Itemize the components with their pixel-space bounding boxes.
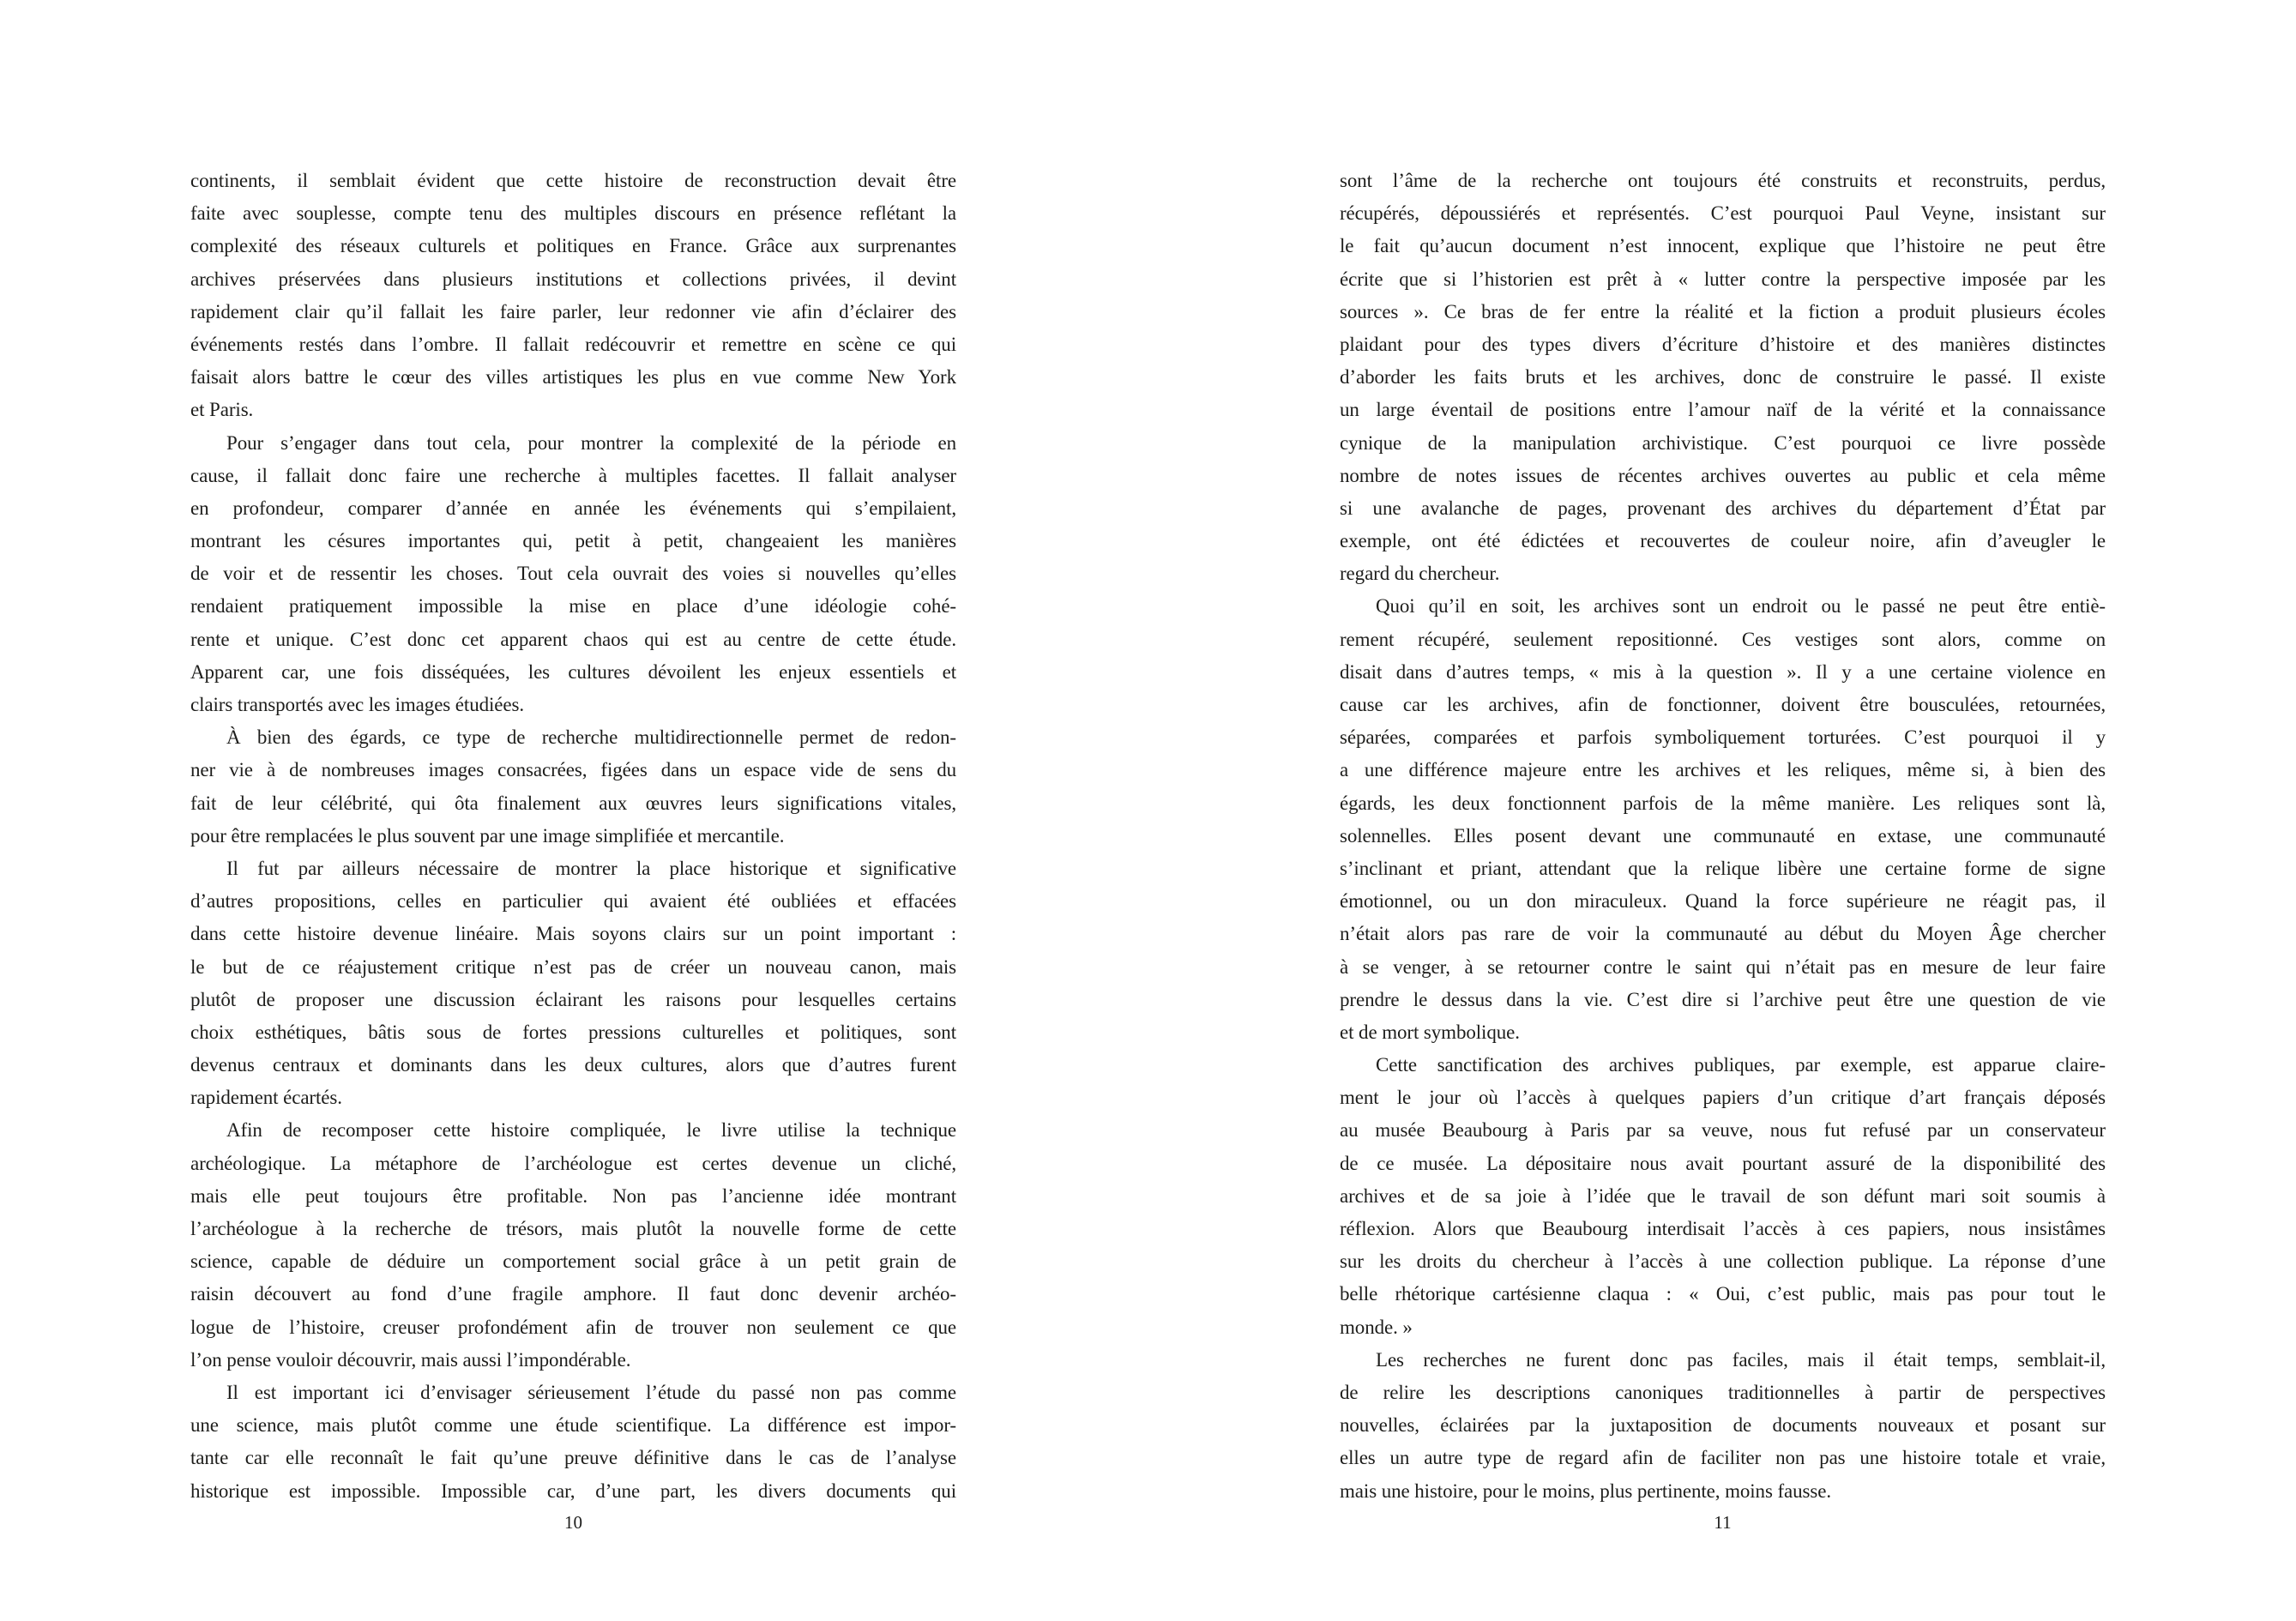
- text-line: raisin découvert au fond d’une fragile amphore. Il faut donc devenir archéo-: [190, 1283, 956, 1305]
- text-line: Afin de recomposer cette histoire compliquée, le livre utilise la technique: [226, 1119, 956, 1142]
- text-line: d’autres propositions, celles en particulier qui avaient été oubliées et effacées: [190, 890, 956, 913]
- text-line: tante car elle reconnaît le fait qu’une preuve définitive dans le cas de l’analyse: [190, 1447, 956, 1469]
- text-line: belle rhétorique cartésienne claqua : « Oui, c’est public, mais pas pour tout le: [1340, 1283, 2106, 1305]
- text-line: cynique de la manipulation archivistique. C’est pourquoi ce livre possède: [1340, 431, 2106, 454]
- text-line: fait de leur célébrité, qui ôta finalement aux œuvres leurs significations vitales,: [190, 792, 956, 814]
- text-line: le but de ce réajustement critique n’est pas de créer un nouveau canon, mais: [190, 955, 956, 978]
- text-line: sont l’âme de la recherche ont toujours été construits et reconstruits, perdus,: [1340, 170, 2106, 191]
- text-line: Il est important ici d’envisager sérieusement l’étude du passé non pas comme: [226, 1381, 956, 1403]
- text-line: monde. »: [1340, 1316, 1413, 1338]
- text-line: mais une histoire, pour le moins, plus pertinente, moins fausse.: [1340, 1479, 1831, 1502]
- text-line: rente et unique. C’est donc cet apparent chaos qui est au centre de cette étude.: [190, 628, 956, 650]
- text-line: archéologique. La métaphore de l’archéologue est certes devenue un cliché,: [190, 1152, 956, 1174]
- text-line: faite avec souplesse, compte tenu des multiples discours en présence reflétant la: [190, 202, 956, 225]
- text-line: ment le jour où l’accès à quelques papiers d’un critique d’art français déposés: [1340, 1087, 2106, 1109]
- text-line: séparées, comparées et parfois symboliquement torturées. C’est pourquoi il y: [1340, 726, 2106, 749]
- text-line: rendaient pratiquement impossible la mise en place d’une idéologie cohé-: [190, 595, 956, 618]
- page-right-text-column: [1340, 165, 2106, 1508]
- page-right-number: 11: [1714, 1512, 1732, 1533]
- text-line: disait dans d’autres temps, « mis à la question ». Il y a une certaine violence en: [1340, 660, 2106, 683]
- text-line: l’archéologue à la recherche de trésors, mais plutôt la nouvelle forme de cette: [190, 1218, 956, 1239]
- text-line: sources ». Ce bras de fer entre la réalité et la fiction a produit plusieurs écoles: [1340, 300, 2106, 322]
- text-line: devenus centraux et dominants dans les deux cultures, alors que d’autres furent: [190, 1054, 956, 1076]
- text-line: au musée Beaubourg à Paris par sa veuve, nous fut refusé par un conservateur: [1340, 1119, 2106, 1142]
- text-line: archives préservées dans plusieurs institutions et collections privées, il devint: [190, 268, 956, 290]
- text-line: récupérés, dépoussiérés et représentés. C’est pourquoi Paul Veyne, insistant sur: [1340, 202, 2106, 225]
- text-line: science, capable de déduire un comportement social grâce à un petit grain de: [190, 1250, 956, 1273]
- paragraph: [190, 1114, 956, 1377]
- page-left-text-column: [190, 165, 956, 1508]
- text-line: montrant les césures importantes qui, petit à petit, changeaient les manières: [190, 530, 956, 552]
- text-line: de voir et de ressentir les choses. Tout cela ouvrait des voies si nouvelles qu’elles: [190, 563, 956, 585]
- text-line: dans cette histoire devenue linéaire. Mais soyons clairs sur un point important :: [190, 923, 956, 945]
- text-line: À bien des égards, ce type de recherche multidirectionnelle permet de redon-: [226, 726, 956, 749]
- text-line: à se venger, à se retourner contre le saint qui n’était pas en mesure de leur faire: [1340, 955, 2106, 978]
- text-line: continents, il semblait évident que cette histoire de reconstruction devait être: [190, 170, 956, 191]
- text-line: rapidement écartés.: [190, 1087, 342, 1109]
- text-line: de relire les descriptions canoniques traditionnelles à partir de perspectives: [1340, 1381, 2106, 1403]
- text-line: sur les droits du chercheur à l’accès à une collection publique. La réponse d’une: [1340, 1250, 2106, 1273]
- text-line: plaidant pour des types divers d’écriture d’histoire et des manières distinctes: [1340, 333, 2106, 355]
- text-line: une science, mais plutôt comme une étude scientifique. La différence est impor-: [190, 1414, 956, 1437]
- text-line: Pour s’engager dans tout cela, pour montrer la complexité de la période en: [226, 431, 956, 454]
- paragraph: [1340, 165, 2106, 590]
- text-line: a une différence majeure entre les archives et les reliques, même si, à bien des: [1340, 759, 2106, 781]
- text-line: de ce musée. La dépositaire nous avait pourtant assuré de la disponibilité des: [1340, 1152, 2106, 1174]
- text-line: écrite que si l’historien est prêt à « lutter contre la perspective imposée par les: [1340, 268, 2106, 290]
- text-line: plutôt de proposer une discussion éclairant les raisons pour lesquelles certains: [190, 988, 956, 1010]
- text-line: cause, il fallait donc faire une recherche à multiples facettes. Il fallait analyser: [190, 464, 956, 486]
- text-line: d’aborder les faits bruts et les archives, donc de construire le passé. Il existe: [1340, 366, 2106, 389]
- text-line: le fait qu’aucun document n’est innocent, explique que l’histoire ne peut être: [1340, 235, 2106, 257]
- text-line: nombre de notes issues de récentes archives ouvertes au public et cela même: [1340, 464, 2106, 486]
- paragraph: [190, 427, 956, 722]
- page-left-number: 10: [564, 1512, 582, 1533]
- text-line: clairs transportés avec les images étudiées.: [190, 694, 525, 715]
- text-line: exemple, ont été édictées et recouvertes de couleur noire, afin d’aveugler le: [1340, 530, 2106, 552]
- text-line: complexité des réseaux culturels et politiques en France. Grâce aux surprenantes: [190, 235, 956, 257]
- text-line: Quoi qu’il en soit, les archives sont un endroit ou le passé ne peut être entiè-: [1376, 595, 2106, 618]
- paragraph: [190, 853, 956, 1115]
- text-line: Les recherches ne furent donc pas faciles, mais il était temps, semblait-il,: [1376, 1348, 2106, 1371]
- text-line: si une avalanche de pages, provenant des archives du département d’État par: [1340, 497, 2106, 519]
- text-line: cause car les archives, afin de fonctionner, doivent être bousculées, retournées,: [1340, 694, 2106, 715]
- text-line: ner vie à de nombreuses images consacrées, figées dans un espace vide de sens du: [190, 759, 956, 781]
- text-line: et Paris.: [190, 399, 254, 421]
- text-line: et de mort symbolique.: [1340, 1021, 1520, 1043]
- paragraph: [1340, 590, 2106, 1049]
- text-line: historique est impossible. Impossible car, d’une part, les divers documents qui: [190, 1479, 956, 1502]
- paragraph: [1340, 1049, 2106, 1344]
- text-line: rement récupéré, seulement repositionné. Ces vestiges sont alors, comme on: [1340, 628, 2106, 650]
- paragraph: [190, 1377, 956, 1508]
- text-line: archives et de sa joie à l’idée que le travail de son défunt mari soit soumis à: [1340, 1184, 2106, 1207]
- text-line: choix esthétiques, bâtis sous de fortes pressions culturelles et politiques, sont: [190, 1021, 956, 1043]
- text-line: réflexion. Alors que Beaubourg interdisait l’accès à ces papiers, nous insistâmes: [1340, 1218, 2106, 1239]
- page-right: [1148, 0, 2296, 1621]
- paragraph: [190, 721, 956, 853]
- text-line: Il fut par ailleurs nécessaire de montrer la place historique et significative: [226, 857, 956, 879]
- text-line: rapidement clair qu’il fallait les faire parler, leur redonner vie afin d’éclairer des: [190, 300, 956, 322]
- text-line: prendre le dessus dans la vie. C’est dire si l’archive peut être une question de vie: [1340, 988, 2106, 1010]
- paragraph: [190, 165, 956, 427]
- text-line: solennelles. Elles posent devant une communauté en extase, une communauté: [1340, 824, 2106, 847]
- text-line: événements restés dans l’ombre. Il fallait redécouvrir et remettre en scène ce qui: [190, 333, 956, 355]
- text-line: n’était alors pas rare de voir la communauté au début du Moyen Âge chercher: [1340, 923, 2106, 945]
- text-line: nouvelles, éclairées par la juxtaposition de documents nouveaux et posant sur: [1340, 1414, 2106, 1437]
- text-line: mais elle peut toujours être profitable. Non pas l’ancienne idée montrant: [190, 1184, 956, 1207]
- text-line: elles un autre type de regard afin de faciliter non pas une histoire totale et vraie,: [1340, 1447, 2106, 1469]
- paragraph: [1340, 1344, 2106, 1508]
- text-line: logue de l’histoire, creuser profondément afin de trouver non seulement ce que: [190, 1316, 956, 1338]
- text-line: s’inclinant et priant, attendant que la relique libère une certaine forme de signe: [1340, 857, 2106, 879]
- text-line: un large éventail de positions entre l’amour naïf de la vérité et la connaissance: [1340, 399, 2106, 421]
- text-line: émotionnel, ou un don miraculeux. Quand la force supérieure ne réagit pas, il: [1340, 890, 2106, 913]
- text-line: en profondeur, comparer d’année en année les événements qui s’empilaient,: [190, 497, 956, 519]
- text-line: pour être remplacées le plus souvent par une image simplifiée et mercantile.: [190, 824, 785, 847]
- text-line: Apparent car, une fois disséquées, les cultures dévoilent les enjeux essentiels et: [190, 660, 956, 683]
- text-line: Cette sanctification des archives publiques, par exemple, est apparue claire-: [1376, 1054, 2106, 1076]
- text-line: égards, les deux fonctionnent parfois de la même manière. Les reliques sont là,: [1340, 792, 2106, 814]
- text-line: faisait alors battre le cœur des villes artistiques les plus en vue comme New York: [190, 366, 956, 389]
- text-line: l’on pense vouloir découvrir, mais aussi l’impondérable.: [190, 1348, 631, 1371]
- text-line: regard du chercheur.: [1340, 563, 1500, 585]
